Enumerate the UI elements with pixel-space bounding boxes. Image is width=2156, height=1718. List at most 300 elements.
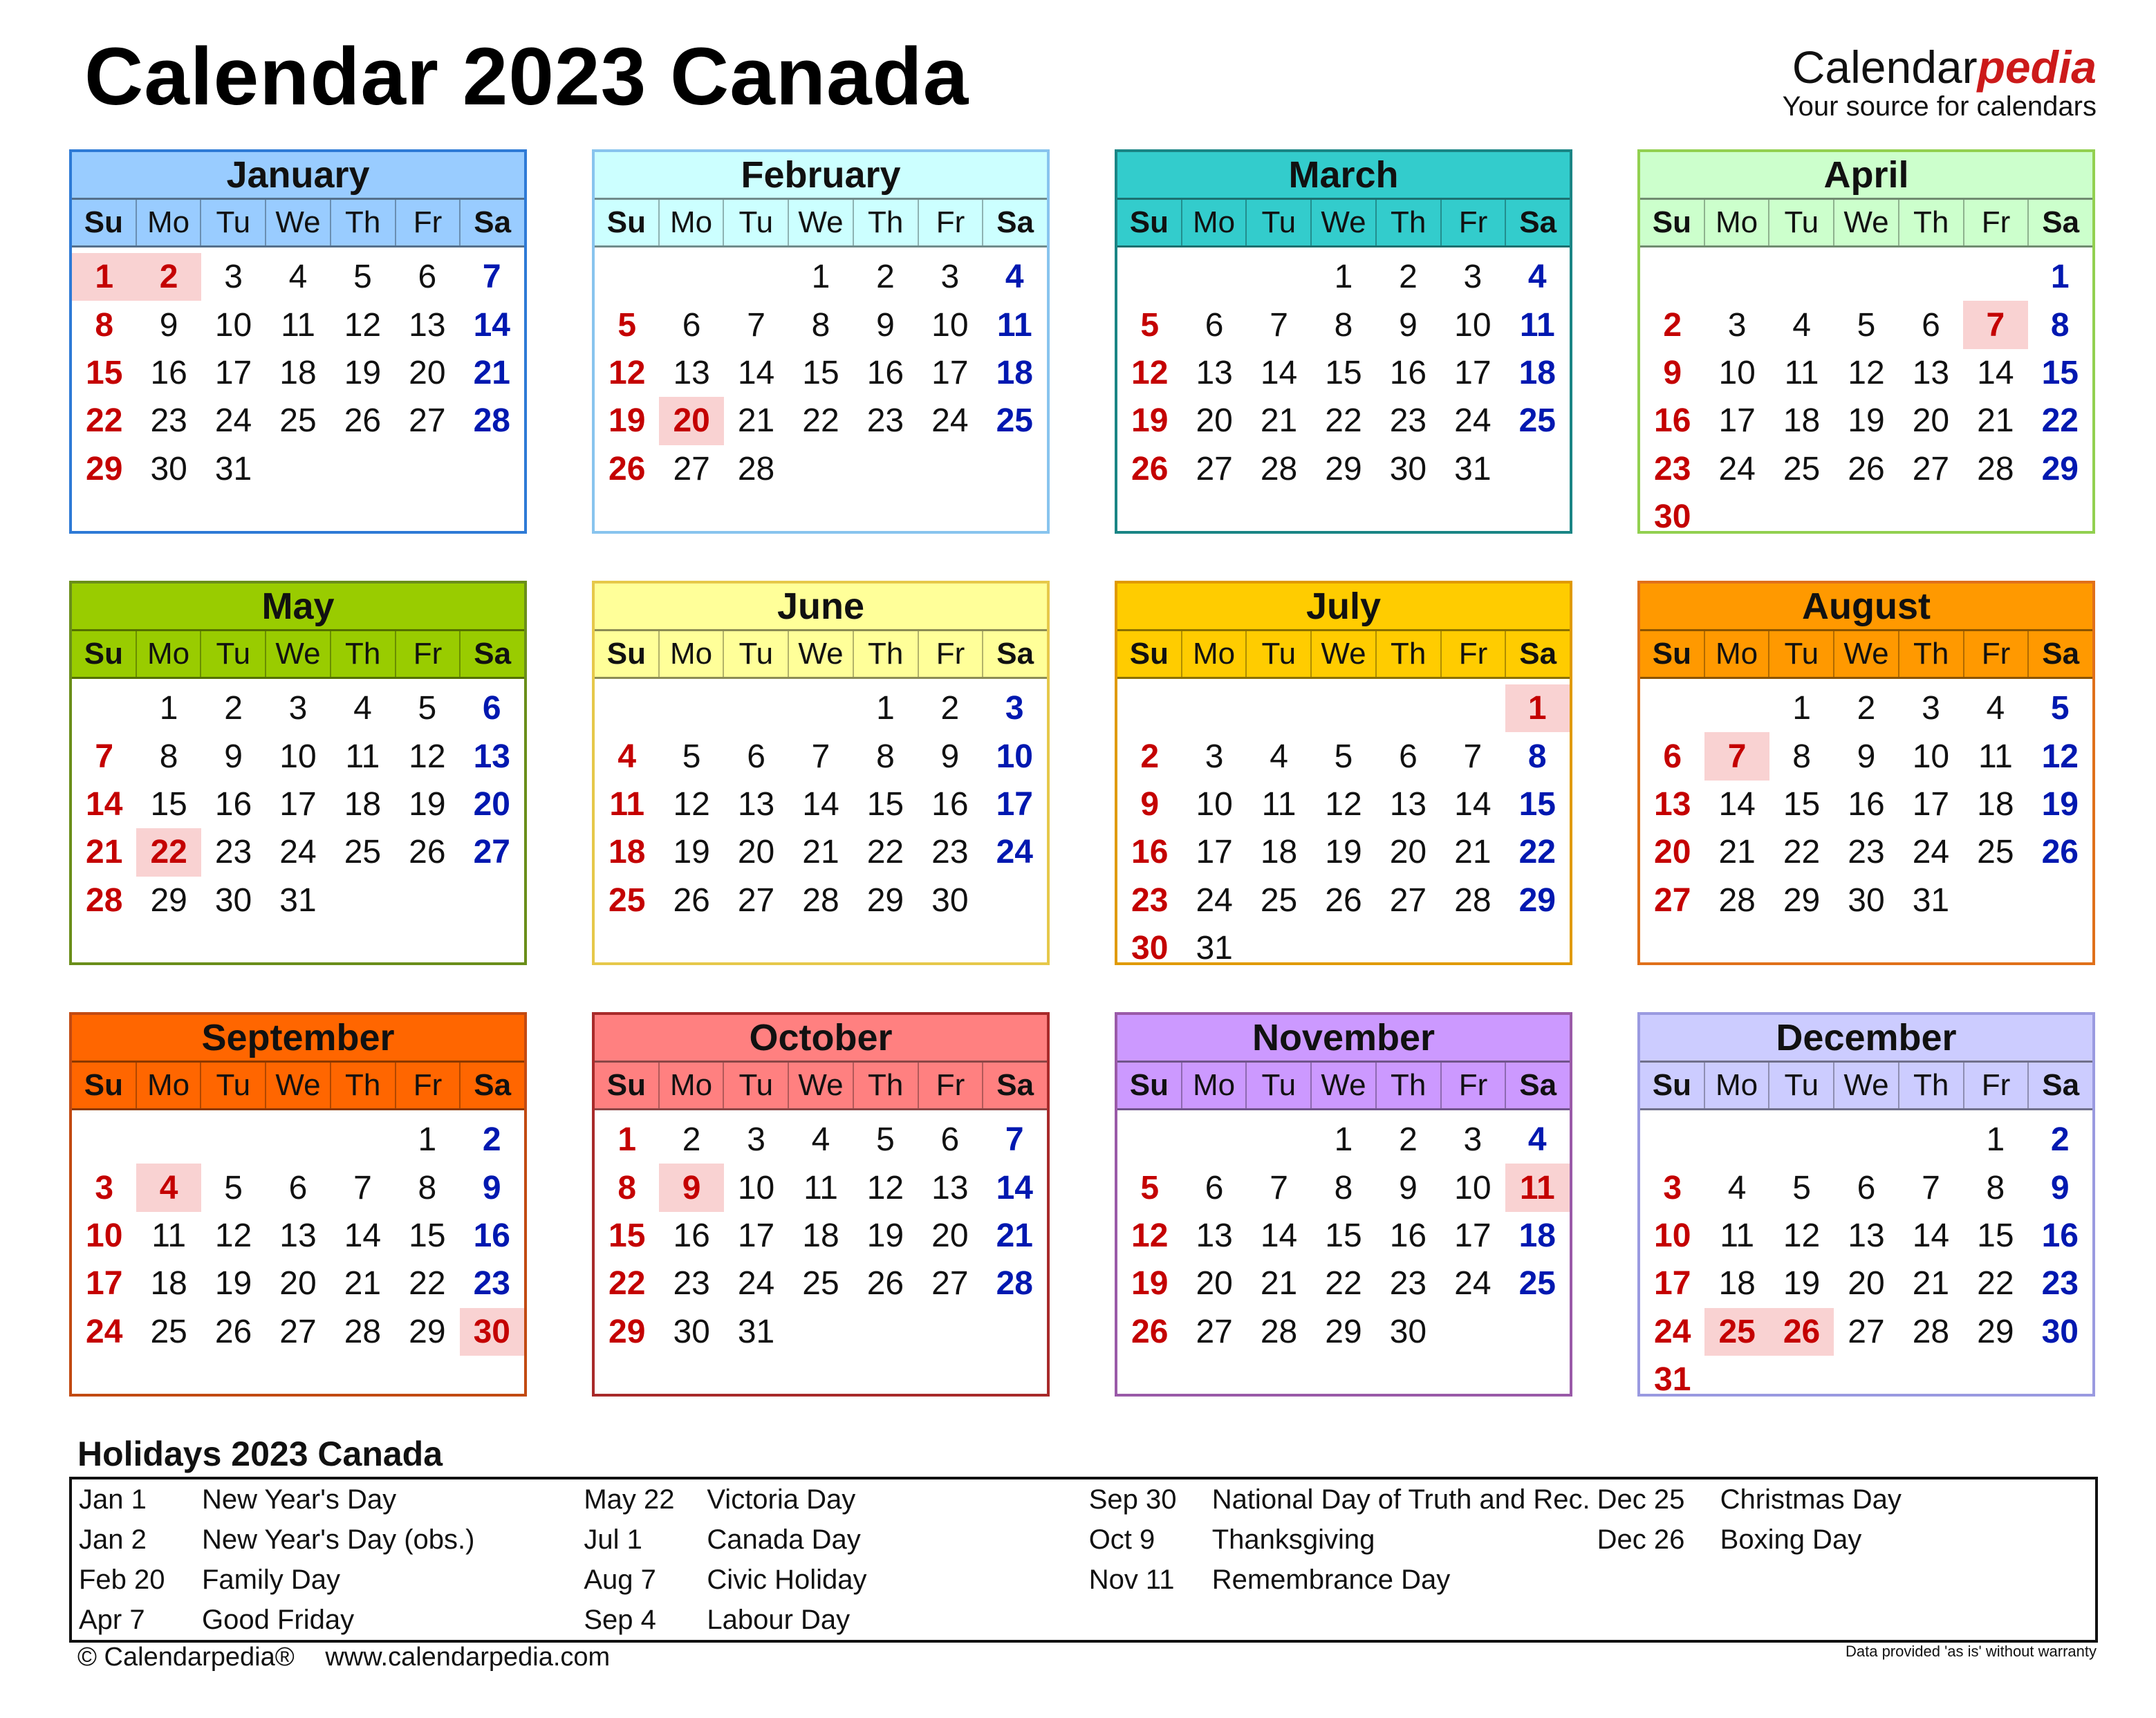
day-cell: 10 — [279, 738, 317, 775]
weekday-label: Su — [72, 631, 137, 677]
empty-cell — [1834, 1116, 1898, 1164]
month-name: April — [1640, 152, 2092, 198]
day-cell: 7 — [747, 306, 765, 344]
day-cell: 25 — [1518, 402, 1556, 440]
empty-cell — [1440, 684, 1505, 732]
weekday-label: Tu — [724, 1063, 789, 1108]
month-february — [592, 149, 1050, 534]
empty-cell — [1640, 253, 1704, 301]
day-cell: 29 — [1325, 1313, 1362, 1350]
day-cell: 12 — [1131, 354, 1169, 391]
day-grid — [72, 1110, 524, 1356]
day-cell: 3 — [288, 690, 308, 727]
day-cell: 2 — [1857, 690, 1876, 727]
day-cell: 16 — [1389, 1217, 1427, 1254]
day-cell: 1 — [876, 690, 895, 727]
weekday-label: Su — [1640, 631, 1705, 677]
day-cell: 18 — [1518, 354, 1556, 391]
empty-cell — [1899, 253, 1963, 301]
day-cell: 19 — [344, 354, 382, 391]
weekday-label: We — [789, 200, 854, 245]
day-cell: 30 — [214, 881, 252, 919]
weekday-header — [1640, 198, 2092, 248]
day-cell: 28 — [996, 1265, 1033, 1302]
day-cell: 28 — [473, 402, 510, 440]
weekday-label: We — [1834, 200, 1899, 245]
day-cell: 5 — [1792, 1169, 1811, 1206]
day-cell: 29 — [86, 450, 123, 487]
weekday-label: Mo — [137, 1063, 202, 1108]
day-cell: 8 — [617, 1169, 637, 1206]
weekday-label: Su — [1640, 1063, 1705, 1108]
month-name: August — [1640, 583, 2092, 629]
weekday-label: We — [1312, 631, 1377, 677]
day-cell: 28 — [1260, 450, 1298, 487]
day-cell: 17 — [996, 785, 1033, 823]
day-grid — [72, 679, 524, 924]
weekday-label: Th — [331, 631, 396, 677]
empty-cell — [1117, 684, 1182, 732]
weekday-label: Sa — [996, 637, 1034, 671]
day-cell: 12 — [1131, 1217, 1169, 1254]
day-cell: 4 — [1792, 306, 1811, 344]
month-april — [1637, 149, 2095, 534]
day-cell: 18 — [1718, 1265, 1756, 1302]
day-cell: 14 — [1260, 354, 1298, 391]
weekday-label: Fr — [1964, 1063, 2029, 1108]
day-cell: 10 — [1454, 306, 1491, 344]
day-cell: 3 — [1727, 306, 1747, 344]
day-cell: 25 — [802, 1265, 839, 1302]
day-cell: 16 — [2041, 1217, 2079, 1254]
day-cell: 16 — [1848, 785, 1885, 823]
day-cell: 10 — [1196, 785, 1233, 823]
weekday-header — [1640, 629, 2092, 679]
day-cell: 17 — [1912, 785, 1950, 823]
day-cell: 1 — [1792, 690, 1811, 727]
day-cell: 13 — [1654, 785, 1691, 823]
day-cell: 7 — [95, 738, 114, 775]
day-cell: 24 — [1454, 402, 1491, 440]
day-cell: 23 — [473, 1265, 510, 1302]
weekday-label: Sa — [996, 1068, 1034, 1102]
holiday-row — [72, 1600, 577, 1640]
empty-cell — [1769, 1116, 1834, 1164]
day-cell: 18 — [608, 834, 646, 871]
weekday-label: Fr — [919, 1063, 984, 1108]
day-cell: 18 — [1260, 834, 1298, 871]
day-cell: 25 — [1704, 1308, 1769, 1356]
empty-cell — [1311, 684, 1375, 732]
day-cell: 26 — [1325, 881, 1362, 919]
empty-cell — [1640, 684, 1704, 732]
day-cell: 30 — [1654, 498, 1691, 536]
weekday-label: We — [789, 631, 854, 677]
day-cell: 2 — [1663, 306, 1682, 344]
holiday-row — [1590, 1479, 2095, 1520]
day-cell: 11 — [803, 1169, 838, 1206]
day-cell: 25 — [608, 881, 646, 919]
weekday-label: Mo — [1182, 631, 1247, 677]
day-cell: 12 — [2041, 738, 2079, 775]
weekday-label: Sa — [2042, 637, 2080, 671]
day-cell: 8 — [418, 1169, 437, 1206]
day-cell: 12 — [673, 785, 710, 823]
month-name: September — [72, 1015, 524, 1061]
weekday-label: Fr — [396, 200, 461, 245]
day-cell: 31 — [1454, 450, 1491, 487]
day-cell: 19 — [2041, 785, 2079, 823]
day-cell: 27 — [279, 1313, 317, 1350]
day-cell: 24 — [1454, 1265, 1491, 1302]
day-cell: 16 — [866, 354, 904, 391]
weekday-label: Mo — [1182, 200, 1247, 245]
day-grid — [595, 248, 1047, 493]
weekday-label: Th — [1899, 631, 1964, 677]
empty-cell — [724, 684, 788, 732]
day-cell: 6 — [747, 738, 765, 775]
day-cell: 26 — [2041, 834, 2079, 871]
day-cell: 5 — [1334, 738, 1353, 775]
day-cell: 28 — [1977, 450, 2014, 487]
weekday-label: Fr — [1964, 631, 2029, 677]
weekday-label: Mo — [660, 631, 725, 677]
holiday-date: Sep 30 — [1088, 1484, 1177, 1515]
weekday-label: Tu — [1247, 1063, 1312, 1108]
day-cell: 3 — [224, 259, 243, 296]
day-cell: 15 — [1783, 785, 1821, 823]
day-cell: 13 — [673, 354, 710, 391]
empty-cell — [1182, 253, 1246, 301]
weekday-label: Th — [854, 1063, 919, 1108]
weekday-label: Fr — [1442, 631, 1507, 677]
day-cell: 19 — [214, 1265, 252, 1302]
day-cell: 21 — [1260, 402, 1298, 440]
weekday-label: Tu — [1247, 631, 1312, 677]
weekday-label: Sa — [474, 1068, 512, 1102]
day-cell: 19 — [1131, 402, 1169, 440]
month-name: June — [595, 583, 1047, 629]
weekday-label: Mo — [660, 200, 725, 245]
weekday-label: Th — [1377, 1063, 1442, 1108]
day-cell: 21 — [802, 834, 839, 871]
day-cell: 6 — [1857, 1169, 1876, 1206]
weekday-label: Tu — [724, 631, 789, 677]
day-cell: 26 — [866, 1265, 904, 1302]
day-cell: 8 — [876, 738, 895, 775]
day-cell: 16 — [931, 785, 969, 823]
holiday-row — [1590, 1520, 2095, 1560]
day-cell: 23 — [673, 1265, 710, 1302]
day-cell: 4 — [353, 690, 372, 727]
weekday-label: Su — [595, 1063, 660, 1108]
holiday-date: Oct 9 — [1088, 1524, 1155, 1555]
holiday-name: Canada Day — [707, 1524, 861, 1555]
day-cell: 22 — [802, 402, 839, 440]
empty-cell — [1117, 1116, 1182, 1164]
day-cell: 18 — [1977, 785, 2014, 823]
holiday-date: Jan 2 — [79, 1524, 147, 1555]
day-cell: 13 — [409, 306, 446, 344]
day-cell: 26 — [1131, 1313, 1169, 1350]
day-cell: 15 — [608, 1217, 646, 1254]
day-cell: 13 — [1196, 354, 1233, 391]
day-cell: 18 — [344, 785, 382, 823]
day-cell: 21 — [737, 402, 775, 440]
holiday-date: Jan 1 — [79, 1484, 147, 1515]
day-cell: 13 — [931, 1169, 969, 1206]
day-cell: 7 — [1922, 1169, 1940, 1206]
day-cell: 31 — [1654, 1361, 1691, 1399]
day-cell: 11 — [151, 1217, 187, 1254]
day-cell: 2 — [224, 690, 243, 727]
month-name: May — [72, 583, 524, 629]
weekday-label: Fr — [396, 1063, 461, 1108]
day-cell: 5 — [682, 738, 701, 775]
day-cell: 5 — [1140, 1169, 1160, 1206]
day-cell: 30 — [673, 1313, 710, 1350]
day-cell: 21 — [473, 354, 510, 391]
day-cell: 14 — [473, 306, 510, 344]
day-cell: 22 — [1977, 1265, 2014, 1302]
day-cell: 20 — [1912, 402, 1950, 440]
day-cell: 26 — [344, 402, 382, 440]
day-cell: 16 — [1389, 354, 1427, 391]
day-cell: 26 — [214, 1313, 252, 1350]
holiday-name: Labour Day — [707, 1604, 851, 1635]
day-cell: 15 — [409, 1217, 446, 1254]
day-cell: 29 — [1325, 450, 1362, 487]
weekday-label: Tu — [201, 631, 266, 677]
footer-url[interactable]: www.calendarpedia.com — [325, 1643, 611, 1672]
weekday-label: Th — [1377, 200, 1442, 245]
day-cell: 3 — [1663, 1169, 1682, 1206]
empty-cell — [1704, 1116, 1769, 1164]
day-cell: 12 — [1325, 785, 1362, 823]
empty-cell — [788, 684, 853, 732]
day-cell: 15 — [150, 785, 187, 823]
day-cell: 19 — [608, 402, 646, 440]
day-cell: 26 — [1131, 450, 1169, 487]
day-cell: 5 — [1857, 306, 1876, 344]
day-cell: 31 — [1912, 881, 1950, 919]
day-cell: 20 — [1196, 1265, 1233, 1302]
day-cell: 24 — [1654, 1313, 1691, 1350]
day-cell: 14 — [1912, 1217, 1950, 1254]
day-cell: 22 — [86, 402, 123, 440]
day-cell: 23 — [1848, 834, 1885, 871]
empty-cell — [1247, 684, 1311, 732]
footer-warranty: Data provided 'as is' without warranty — [1845, 1643, 2097, 1660]
day-cell: 19 — [866, 1217, 904, 1254]
day-cell: 22 — [866, 834, 904, 871]
day-cell: 14 — [996, 1169, 1033, 1206]
month-january — [69, 149, 527, 534]
holiday-date: Dec 25 — [1597, 1484, 1685, 1515]
weekday-header — [1117, 198, 1570, 248]
empty-cell — [1769, 253, 1834, 301]
day-cell: 15 — [2041, 354, 2079, 391]
day-cell: 29 — [866, 881, 904, 919]
day-cell: 6 — [482, 690, 501, 727]
weekday-label: Tu — [724, 200, 789, 245]
weekday-label: Fr — [919, 200, 984, 245]
day-cell: 22 — [1325, 1265, 1362, 1302]
day-cell: 12 — [608, 354, 646, 391]
day-cell: 4 — [1527, 1121, 1547, 1159]
day-cell: 6 — [418, 259, 437, 296]
day-cell: 21 — [1454, 834, 1491, 871]
day-cell: 10 — [86, 1217, 123, 1254]
day-cell: 14 — [802, 785, 839, 823]
day-cell: 8 — [1792, 738, 1811, 775]
day-cell: 17 — [931, 354, 969, 391]
month-name: February — [595, 152, 1047, 198]
month-name: March — [1117, 152, 1570, 198]
weekday-label: We — [266, 1063, 331, 1108]
holiday-name: Good Friday — [202, 1604, 355, 1635]
day-cell: 27 — [1196, 450, 1233, 487]
day-cell: 11 — [609, 785, 645, 823]
month-september — [69, 1012, 527, 1397]
weekday-label: Sa — [474, 637, 512, 671]
day-cell: 5 — [1140, 306, 1160, 344]
day-cell: 9 — [940, 738, 960, 775]
day-cell: 2 — [482, 1121, 501, 1159]
empty-cell — [659, 253, 723, 301]
holiday-name: Thanksgiving — [1211, 1524, 1375, 1555]
day-cell: 4 — [1986, 690, 2005, 727]
day-cell: 3 — [95, 1169, 114, 1206]
weekday-label: Su — [1640, 200, 1705, 245]
day-cell: 9 — [659, 1164, 723, 1211]
day-cell: 12 — [1848, 354, 1885, 391]
day-cell: 30 — [1131, 930, 1169, 967]
day-cell: 9 — [1399, 306, 1418, 344]
day-cell: 1 — [159, 690, 178, 727]
day-cell: 10 — [1454, 1169, 1491, 1206]
holidays-table — [69, 1477, 2098, 1643]
weekday-label: Su — [1117, 200, 1182, 245]
month-december — [1637, 1012, 2095, 1397]
day-cell: 19 — [1783, 1265, 1821, 1302]
empty-cell — [201, 1116, 266, 1164]
day-cell: 13 — [473, 738, 510, 775]
day-cell: 17 — [279, 785, 317, 823]
day-cell: 28 — [737, 450, 775, 487]
empty-cell — [1834, 253, 1898, 301]
day-cell: 11 — [1784, 354, 1819, 391]
day-cell: 1 — [72, 253, 136, 301]
day-cell: 5 — [418, 690, 437, 727]
day-cell: 11 — [1720, 1217, 1755, 1254]
weekday-label: Fr — [1442, 1063, 1507, 1108]
weekday-header — [72, 198, 524, 248]
day-cell: 17 — [1718, 402, 1756, 440]
day-cell: 7 — [1704, 732, 1769, 780]
day-cell: 27 — [737, 881, 775, 919]
weekday-label: Sa — [1519, 637, 1557, 671]
day-cell: 15 — [86, 354, 123, 391]
weekday-label: Mo — [1705, 1063, 1770, 1108]
day-cell: 16 — [673, 1217, 710, 1254]
day-cell: 10 — [214, 306, 252, 344]
day-cell: 15 — [1977, 1217, 2014, 1254]
day-cell: 24 — [996, 834, 1033, 871]
day-cell: 3 — [1005, 690, 1024, 727]
weekday-label: Su — [1117, 1063, 1182, 1108]
day-cell: 20 — [1848, 1265, 1885, 1302]
holiday-row — [577, 1520, 1081, 1560]
day-cell: 23 — [931, 834, 969, 871]
weekday-header — [595, 198, 1047, 248]
day-cell: 15 — [1518, 785, 1556, 823]
weekday-label: Su — [72, 1063, 137, 1108]
day-cell: 25 — [1260, 881, 1298, 919]
holiday-row — [1082, 1479, 1590, 1520]
day-cell: 2 — [940, 690, 960, 727]
day-cell: 23 — [1654, 450, 1691, 487]
day-cell: 24 — [1196, 881, 1233, 919]
day-cell: 5 — [2050, 690, 2070, 727]
empty-cell — [72, 684, 136, 732]
holiday-date: May 22 — [584, 1484, 675, 1515]
day-cell: 17 — [1454, 354, 1491, 391]
weekday-header — [72, 629, 524, 679]
day-cell: 11 — [996, 306, 1032, 344]
day-cell: 12 — [214, 1217, 252, 1254]
holiday-name: National Day of Truth and Rec. — [1211, 1484, 1590, 1515]
day-cell: 19 — [673, 834, 710, 871]
day-cell: 20 — [473, 785, 510, 823]
day-cell: 5 — [876, 1121, 895, 1159]
brand-logo[interactable] — [1782, 41, 2097, 122]
day-cell: 13 — [1196, 1217, 1233, 1254]
holiday-name: Civic Holiday — [707, 1564, 867, 1595]
day-cell: 25 — [150, 1313, 187, 1350]
weekday-header — [595, 1061, 1047, 1110]
day-cell: 30 — [150, 450, 187, 487]
day-cell: 7 — [1270, 306, 1288, 344]
day-cell: 21 — [1260, 1265, 1298, 1302]
day-cell: 2 — [1140, 738, 1160, 775]
weekday-label: Th — [854, 200, 919, 245]
brand-name-emphasis: pedia — [1977, 41, 2097, 93]
day-cell: 20 — [1196, 402, 1233, 440]
weekday-label: Th — [1899, 200, 1964, 245]
weekday-label: We — [1834, 631, 1899, 677]
day-cell: 6 — [1205, 306, 1224, 344]
empty-cell — [266, 1116, 330, 1164]
day-cell: 24 — [931, 402, 969, 440]
day-cell: 7 — [1270, 1169, 1288, 1206]
day-cell: 20 — [931, 1217, 969, 1254]
day-grid — [1117, 679, 1570, 972]
month-october — [592, 1012, 1050, 1397]
day-cell: 27 — [1196, 1313, 1233, 1350]
holiday-date: Jul 1 — [584, 1524, 642, 1555]
day-cell: 22 — [1783, 834, 1821, 871]
day-cell: 6 — [288, 1169, 308, 1206]
day-cell: 9 — [1399, 1169, 1418, 1206]
holiday-date: Feb 20 — [79, 1564, 165, 1595]
day-cell: 22 — [409, 1265, 446, 1302]
weekday-header — [595, 629, 1047, 679]
day-cell: 8 — [1986, 1169, 2005, 1206]
weekday-label: Su — [72, 200, 137, 245]
day-cell: 3 — [940, 259, 960, 296]
day-cell: 7 — [353, 1169, 372, 1206]
